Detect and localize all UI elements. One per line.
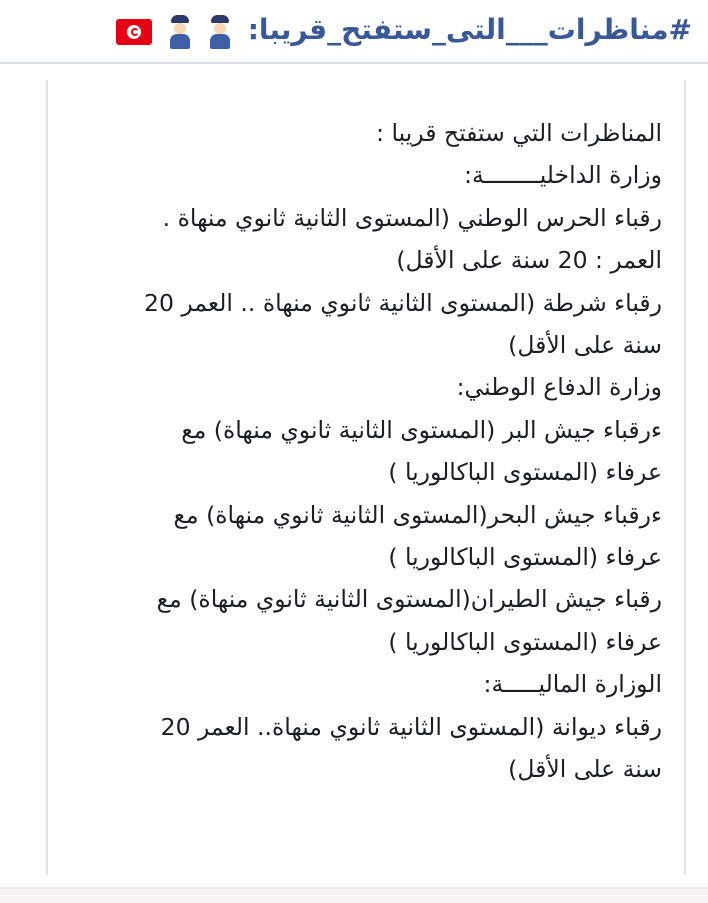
post-line: سنة على الأقل) [508, 755, 662, 784]
post-line: الوزارة الماليـــــة: [483, 670, 662, 699]
footer-strip [0, 889, 708, 903]
post-line: رقباء جيش الطيران(المستوى الثانية ثانوي منهاة) مع [156, 585, 662, 614]
policewoman-icon [208, 15, 232, 49]
policeman-icon [168, 15, 192, 49]
post-line: ءرقباء جيش البر (المستوى الثانية ثانوي منهاة) مع [181, 415, 662, 444]
post-line: وزارة الدفاع الوطني: [456, 373, 662, 402]
post-line: عرفاء (المستوى الباكالوريا ) [388, 458, 662, 487]
header-divider [0, 62, 708, 64]
hashtag-text[interactable]: #مناظرات___التى_ستفتح_قريبا: [247, 13, 692, 46]
post-line: عرفاء (المستوى الباكالوريا ) [388, 543, 662, 572]
emoji-row [110, 13, 232, 49]
post-header [0, 0, 708, 62]
post-line: سنة على الأقل) [508, 331, 662, 360]
post-line: رقباء الحرس الوطني (المستوى الثانية ثانوي منهاة . [162, 203, 662, 232]
post-line: عرفاء (المستوى الباكالوريا ) [388, 627, 662, 656]
post-line: المناظرات التي ستفتح قريبا : [376, 119, 662, 147]
post-line: رقباء ديوانة (المستوى الثانية ثانوي منهاة.. العمر 20 [160, 712, 662, 741]
hashtag-link[interactable] [110, 12, 692, 49]
tunisia-flag-icon [116, 19, 152, 45]
post-line: رقباء شرطة (المستوى الثانية ثانوي منهاة .. العمر 20 [144, 288, 662, 317]
post-line: وزارة الداخليــــــــة: [464, 161, 662, 190]
post-line: العمر : 20 سنة على الأقل) [396, 246, 662, 275]
post-line: ءرقباء جيش البحر(المستوى الثانية ثانوي منهاة) مع [173, 500, 662, 529]
post-body [50, 112, 662, 791]
